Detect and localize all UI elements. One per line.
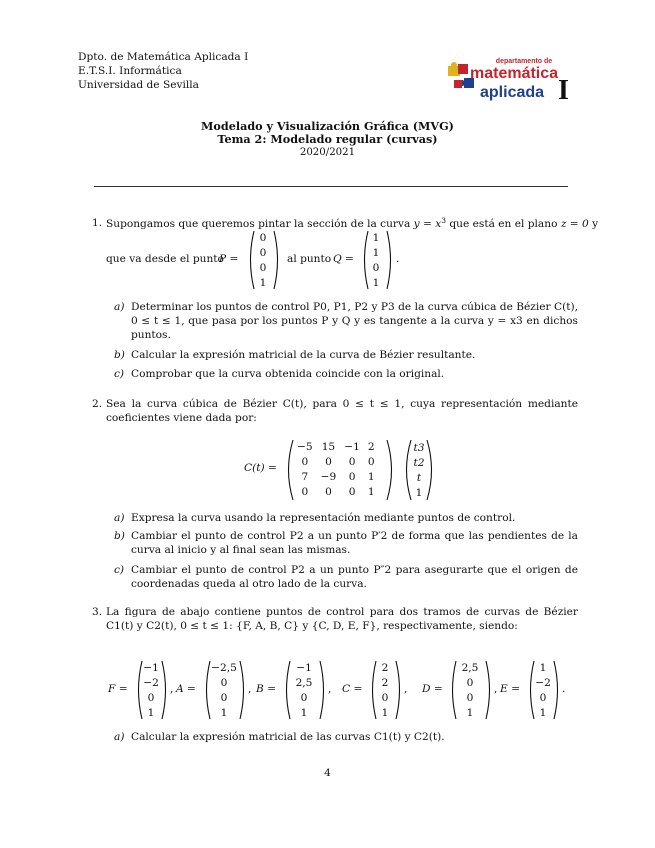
department-block [78, 50, 248, 92]
right-paren [385, 439, 397, 501]
separator: , [494, 683, 498, 695]
right-paren [425, 439, 437, 501]
plane-equation: z = 0 [560, 218, 589, 230]
course-title: Modelado y Visualización Gráfica (MVG) [201, 119, 454, 133]
exercise-number: 1. [92, 217, 103, 229]
exercise-2-item-a: Expresa la curva usando la representación mediante puntos de control. [131, 512, 516, 524]
right-paren [318, 660, 328, 720]
logo-roman: I [558, 75, 569, 104]
dept-line: Universidad de Sevilla [78, 79, 199, 91]
logo-line1: matemática [470, 65, 559, 82]
point-P-label: P = [219, 253, 239, 265]
right-paren [394, 660, 404, 720]
curve-lhs: C(t) = [244, 462, 277, 474]
item-label: b) [114, 349, 125, 361]
exercise-3-intro: La figura de abajo contiene puntos de control para dos tramos de curvas de Bézier C1(t) y C2(t), 0 ≤ t ≤ 1: {F, A, B, C} y {C, D, E, F}, respectivamente, siendo: [106, 606, 578, 633]
point-label: B = [256, 683, 277, 695]
t-vector: t3 t2 t 1 [413, 441, 425, 499]
control-point-vector: 2,5 0 0 1 [461, 661, 479, 719]
logo-graphic [446, 56, 578, 104]
item-label: a) [114, 512, 125, 524]
control-point-vector: −1 2,5 0 1 [295, 661, 313, 719]
separator: , [404, 683, 408, 695]
right-paren [238, 660, 248, 720]
exercise-1-item-a: Determinar los puntos de control P0, P1, P2 y P3 de la curva cúbica de Bézier C(t), 0 ≤ t ≤ 1, que pasa por los puntos P y Q y es tangente a la curva y = x3 en dichos puntos. [131, 301, 578, 342]
logo-small-text: departamento de [495, 58, 553, 65]
separator: , [248, 683, 252, 695]
separator: . [562, 683, 566, 695]
item-label: b) [114, 530, 125, 542]
puzzle-piece-icon [458, 64, 468, 74]
exercise-1-item-c: Comprobar que la curva obtenida coincide con la original. [131, 368, 445, 380]
exercise-2-item-b: Cambiar el punto de control P2 a un punto P′2 de forma que las pendientes de la curva al inicio y al final sean las mismas. [131, 530, 578, 557]
item-label: c) [114, 368, 125, 380]
exercise-3-item-a: Calcular la expresión matricial de las curvas C1(t) y C2(t). [131, 731, 445, 743]
item-label: a) [114, 301, 125, 313]
control-point-vector: 2 2 0 1 [381, 661, 389, 719]
curve-equation: y = x [413, 218, 442, 230]
control-point-vector: 1 −2 0 1 [535, 661, 551, 719]
vector-P: 0 0 0 1 [259, 231, 267, 289]
right-paren [484, 660, 494, 720]
point-Q-label: Q = [333, 253, 354, 265]
control-point-vector: −1 −2 0 1 [143, 661, 159, 719]
vector-Q: 1 1 0 1 [372, 231, 380, 289]
point-label: E = [500, 683, 520, 695]
right-paren [385, 230, 395, 290]
separator: , [328, 683, 332, 695]
control-point-vector: −2,5 0 0 1 [211, 661, 237, 719]
dept-line: Dpto. de Matemática Aplicada I [78, 51, 249, 63]
exercise-2-intro: Sea la curva cúbica de Bézier C(t), para 0 ≤ t ≤ 1, cuya representación mediante coeficientes viene dada por: [106, 398, 578, 425]
academic-year: 2020/2021 [299, 147, 356, 158]
right-paren [160, 660, 170, 720]
department-logo [446, 56, 578, 104]
right-paren [272, 230, 282, 290]
page-number: 4 [324, 767, 331, 779]
point-label: F = [108, 683, 128, 695]
exercise-1-from: que va desde el punto [106, 253, 224, 265]
exercise-number: 3. [92, 606, 103, 618]
exercise-2-item-c: Cambiar el punto de control P2 a un punto P″2 para asegurarte que el origen de coordenadas queda al otro lado de la curva. [131, 564, 578, 591]
exercise-1-intro: Supongamos que queremos pintar la sección de la curva $y = x^3$ que está en el plano z = 0 y [106, 216, 599, 230]
item-label: a) [114, 731, 125, 743]
title-rule [94, 186, 568, 187]
exercise-1-to: al punto [287, 253, 332, 265]
logo-line2: aplicada [480, 84, 545, 101]
exercise-1-item-b: Calcular la expresión matricial de la curva de Bézier resultante. [131, 349, 476, 361]
exercise-number: 2. [92, 398, 103, 410]
right-paren [552, 660, 562, 720]
point-label: D = [422, 683, 443, 695]
separator: , [170, 683, 174, 695]
topic-title: Tema 2: Modelado regular (curvas) [217, 132, 438, 146]
point-label: C = [342, 683, 363, 695]
title-block [0, 120, 655, 159]
dept-line: E.T.S.I. Informática [78, 65, 182, 77]
point-label: A = [176, 683, 196, 695]
coefficient-matrix: −5 15 −1 2 0 0 0 0 7 −9 0 1 0 0 0 1 [297, 441, 375, 498]
item-label: c) [114, 564, 125, 576]
